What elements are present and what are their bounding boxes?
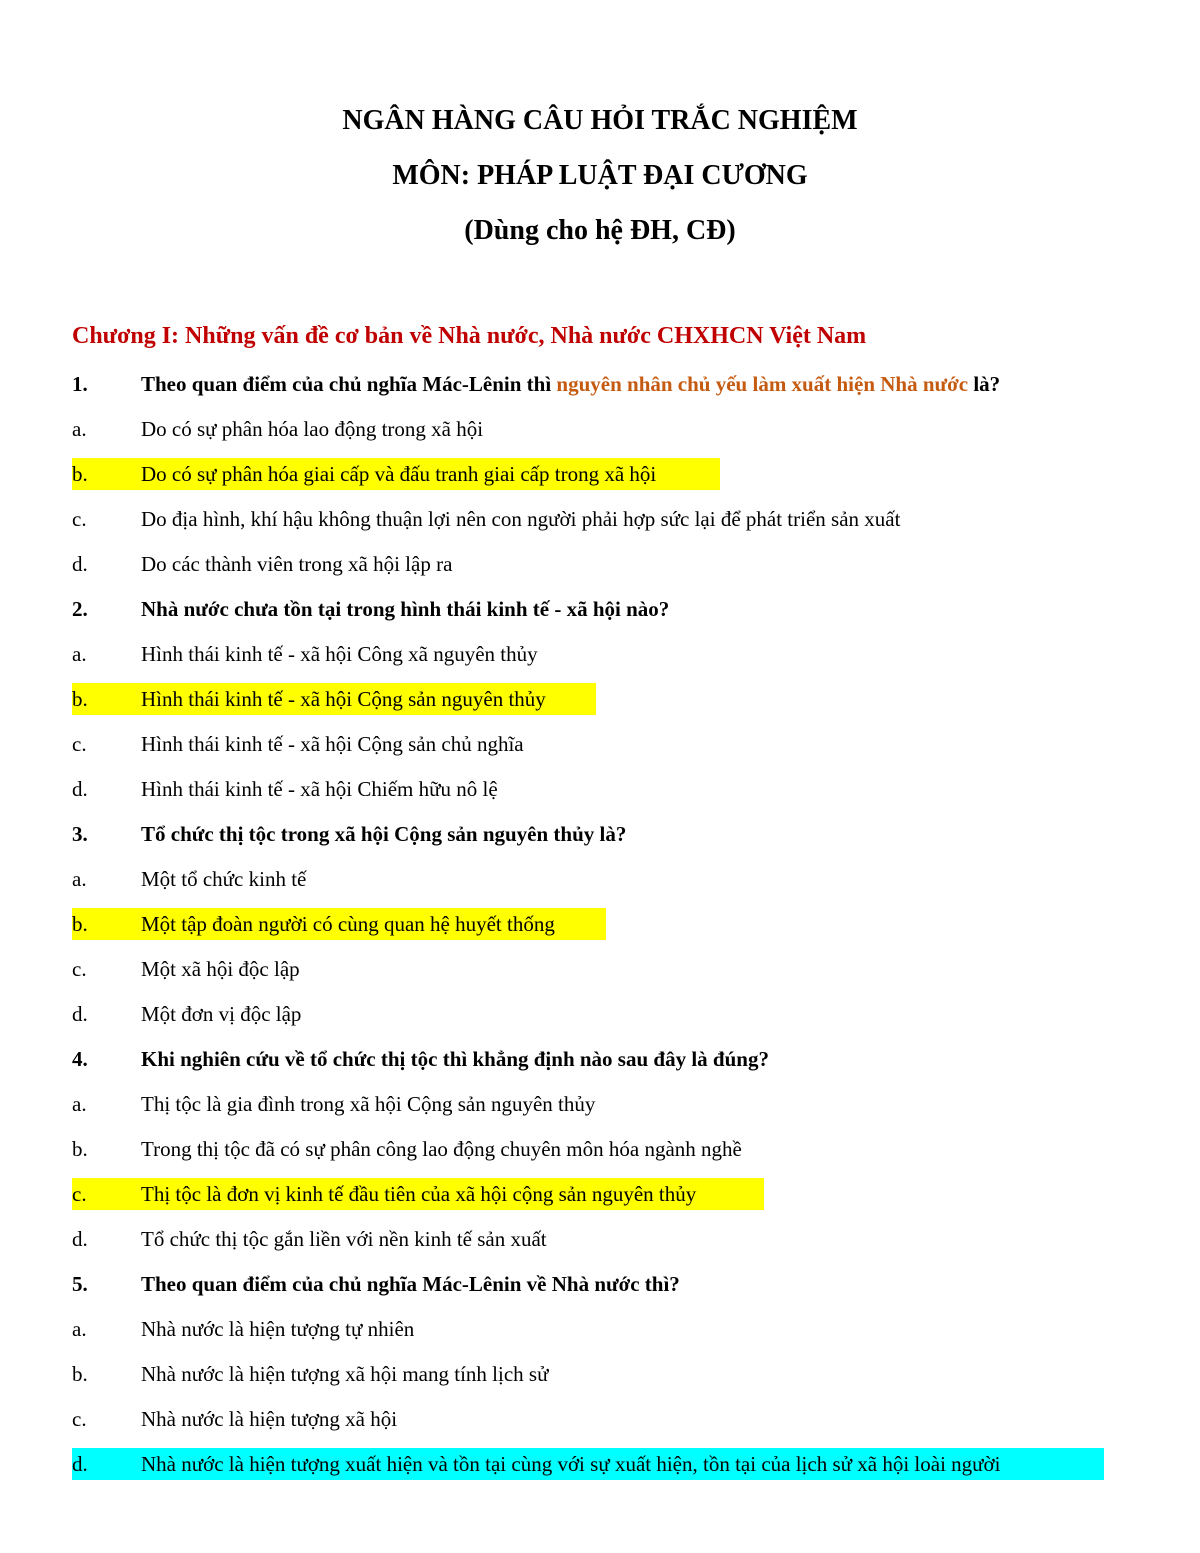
chapter-heading: Chương I: Những vấn đề cơ bản về Nhà nước, Nhà nước CHXHCN Việt Nam bbox=[72, 323, 867, 349]
option-text: Tổ chức thị tộc gắn liền với nền kinh tế sản xuất bbox=[141, 1227, 547, 1251]
question-number: 3. bbox=[72, 822, 88, 846]
option-text: Do địa hình, khí hậu không thuận lợi nên con người phải hợp sức lại để phát triển sản xuất bbox=[141, 507, 901, 531]
option-text: Nhà nước là hiện tượng xuất hiện và tồn tại cùng với sự xuất hiện, tồn tại của lịch sử xã hội loài người bbox=[141, 1452, 1001, 1476]
option-marker: c. bbox=[72, 507, 87, 531]
option-text: Do có sự phân hóa giai cấp và đấu tranh giai cấp trong xã hội bbox=[141, 462, 657, 486]
option-marker: c. bbox=[72, 1407, 87, 1431]
document-title: NGÂN HÀNG CÂU HỎI TRẮC NGHIỆM bbox=[342, 105, 858, 136]
question-stem: Khi nghiên cứu về tổ chức thị tộc thì khẳng định nào sau đây là đúng? bbox=[141, 1047, 769, 1071]
option-4c-answer bbox=[72, 1178, 764, 1210]
option-marker: d. bbox=[72, 777, 88, 801]
option-marker: a. bbox=[72, 1317, 87, 1341]
option-marker: a. bbox=[72, 642, 87, 666]
option-text: Một đơn vị độc lập bbox=[141, 1002, 302, 1026]
option-marker: b. bbox=[72, 462, 88, 486]
question-stem bbox=[141, 368, 1000, 400]
option-text: Nhà nước là hiện tượng xã hội bbox=[141, 1407, 398, 1431]
option-text: Một tập đoàn người có cùng quan hệ huyết thống bbox=[141, 912, 555, 936]
audience-subtitle: (Dùng cho hệ ĐH, CĐ) bbox=[464, 215, 736, 246]
option-text: Hình thái kinh tế - xã hội Chiếm hữu nô lệ bbox=[141, 777, 498, 801]
option-marker: d. bbox=[72, 1002, 88, 1026]
option-3b-answer bbox=[72, 908, 606, 940]
option-marker: a. bbox=[72, 417, 87, 441]
question-number: 1. bbox=[72, 372, 88, 396]
option-marker: c. bbox=[72, 957, 87, 981]
option-text: Thị tộc là đơn vị kinh tế đầu tiên của xã hội cộng sản nguyên thủy bbox=[141, 1182, 697, 1206]
option-text: Hình thái kinh tế - xã hội Công xã nguyên thủy bbox=[141, 642, 538, 666]
option-2b-answer bbox=[72, 683, 596, 715]
option-text: Trong thị tộc đã có sự phân công lao động chuyên môn hóa ngành nghề bbox=[141, 1137, 742, 1161]
subject-title: MÔN: PHÁP LUẬT ĐẠI CƯƠNG bbox=[392, 160, 808, 191]
option-5d-answer bbox=[72, 1448, 1104, 1480]
question-stem-emphasis: nguyên nhân chủ yếu làm xuất hiện Nhà nước bbox=[556, 372, 969, 396]
option-marker: a. bbox=[72, 867, 87, 891]
question-number: 5. bbox=[72, 1272, 88, 1296]
option-marker: b. bbox=[72, 687, 88, 711]
option-marker: b. bbox=[72, 1362, 88, 1386]
option-text: Do có sự phân hóa lao động trong xã hội bbox=[141, 417, 484, 441]
question-stem-start: Theo quan điểm của chủ nghĩa Mác-Lênin thì bbox=[141, 372, 557, 396]
question-number: 2. bbox=[72, 597, 88, 621]
option-text: Một xã hội độc lập bbox=[141, 957, 300, 981]
option-marker: d. bbox=[72, 552, 88, 576]
option-text: Hình thái kinh tế - xã hội Cộng sản chủ nghĩa bbox=[141, 732, 524, 756]
question-number: 4. bbox=[72, 1047, 88, 1071]
question-stem-end: là? bbox=[968, 372, 1001, 396]
option-marker: d. bbox=[72, 1227, 88, 1251]
option-marker: b. bbox=[72, 1137, 88, 1161]
option-text: Nhà nước là hiện tượng tự nhiên bbox=[141, 1317, 415, 1341]
option-text: Hình thái kinh tế - xã hội Cộng sản nguyên thủy bbox=[141, 687, 546, 711]
option-marker: c. bbox=[72, 732, 87, 756]
option-marker: c. bbox=[72, 1182, 87, 1206]
option-1b-answer bbox=[72, 458, 720, 490]
question-stem: Nhà nước chưa tồn tại trong hình thái kinh tế - xã hội nào? bbox=[141, 597, 670, 621]
option-text: Thị tộc là gia đình trong xã hội Cộng sản nguyên thủy bbox=[141, 1092, 596, 1116]
option-text: Một tổ chức kinh tế bbox=[141, 867, 307, 891]
option-text: Do các thành viên trong xã hội lập ra bbox=[141, 552, 453, 576]
option-text: Nhà nước là hiện tượng xã hội mang tính lịch sử bbox=[141, 1362, 549, 1386]
option-marker: a. bbox=[72, 1092, 87, 1116]
option-marker: d. bbox=[72, 1452, 88, 1476]
question-stem: Theo quan điểm của chủ nghĩa Mác-Lênin về Nhà nước thì? bbox=[141, 1272, 680, 1296]
question-stem: Tổ chức thị tộc trong xã hội Cộng sản nguyên thủy là? bbox=[141, 822, 627, 846]
option-marker: b. bbox=[72, 912, 88, 936]
